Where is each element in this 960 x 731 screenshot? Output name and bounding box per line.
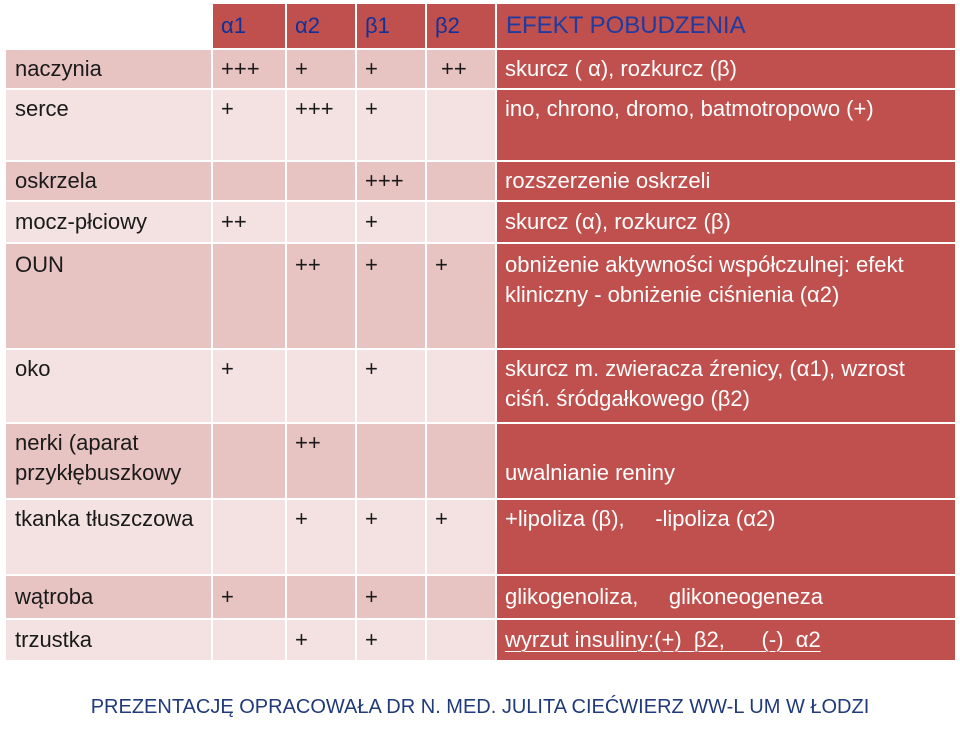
cell-alpha2: + [287,620,355,660]
cell-effect: obniżenie aktywności współczulnej: efekt kliniczny - obniżenie ciśnienia (α2) [497,244,955,348]
row-label: oko [6,350,211,422]
table-row [6,576,955,618]
cell-beta2 [427,620,495,660]
table-row [6,202,955,242]
table-row [6,244,955,348]
table-row [6,620,955,660]
cell-effect: ino, chrono, dromo, batmotropowo (+) [497,90,955,160]
cell-beta2 [427,350,495,422]
cell-alpha2 [287,162,355,200]
row-label: serce [6,90,211,160]
cell-alpha1: + [213,350,285,422]
header-empty-cell [6,4,211,48]
cell-alpha2: + [287,500,355,574]
cell-alpha1: + [213,90,285,160]
cell-alpha1: +++ [213,50,285,88]
author-footer: PREZENTACJĘ OPRACOWAŁA DR N. MED. JULITA CIEĆWIERZ WW-L UM W ŁODZI [90,696,870,718]
header-beta2: β2 [427,4,495,48]
header-beta1: β1 [357,4,425,48]
row-label: trzustka [6,620,211,660]
cell-alpha1 [213,500,285,574]
table-row [6,162,955,200]
row-label: naczynia [6,50,211,88]
cell-beta1: + [357,202,425,242]
cell-alpha2 [287,202,355,242]
cell-beta1: + [357,620,425,660]
cell-beta2 [427,576,495,618]
row-label: OUN [6,244,211,348]
cell-alpha2 [287,576,355,618]
cell-alpha2: +++ [287,90,355,160]
cell-beta1 [357,424,425,498]
table-row [6,50,955,88]
cell-effect: glikogenoliza, glikoneogeneza [497,576,955,618]
table-header-row [6,4,955,48]
cell-effect: wyrzut insuliny:(+) β2, (-) α2 [497,620,955,660]
cell-alpha1 [213,244,285,348]
cell-alpha2 [287,350,355,422]
header-effect: EFEKT POBUDZENIA [497,4,955,48]
cell-alpha2: ++ [287,244,355,348]
cell-alpha1: + [213,576,285,618]
row-label: oskrzela [6,162,211,200]
cell-beta2 [427,162,495,200]
cell-beta1: + [357,576,425,618]
cell-beta2 [427,202,495,242]
cell-beta1: + [357,90,425,160]
cell-effect: rozszerzenie oskrzeli [497,162,955,200]
table-row [6,90,955,160]
table-row [6,424,955,498]
cell-effect: uwalnianie reniny [497,424,955,498]
cell-beta1: +++ [357,162,425,200]
cell-beta2: + [427,500,495,574]
cell-beta2: + [427,244,495,348]
cell-alpha1: ++ [213,202,285,242]
row-label: tkanka tłuszczowa [6,500,211,574]
cell-beta1: + [357,350,425,422]
cell-beta1: + [357,244,425,348]
cell-beta1: + [357,500,425,574]
cell-beta2: ++ [427,50,495,88]
cell-effect: skurcz (α), rozkurcz (β) [497,202,955,242]
cell-beta2 [427,424,495,498]
cell-alpha1 [213,620,285,660]
receptor-effects-table [4,2,957,662]
table-row [6,500,955,574]
cell-alpha2: ++ [287,424,355,498]
table-row [6,350,955,422]
cell-effect: skurcz m. zwieracza źrenicy, (α1), wzrost ciśń. śródgałkowego (β2) [497,350,955,422]
row-label: mocz-płciowy [6,202,211,242]
cell-alpha1 [213,162,285,200]
cell-beta2 [427,90,495,160]
cell-effect: +lipoliza (β), -lipoliza (α2) [497,500,955,574]
row-label: nerki (aparat przykłębuszkowy [6,424,211,498]
cell-alpha2: + [287,50,355,88]
cell-alpha1 [213,424,285,498]
row-label: wątroba [6,576,211,618]
header-alpha1: α1 [213,4,285,48]
cell-beta1: + [357,50,425,88]
cell-effect: skurcz ( α), rozkurcz (β) [497,50,955,88]
header-alpha2: α2 [287,4,355,48]
